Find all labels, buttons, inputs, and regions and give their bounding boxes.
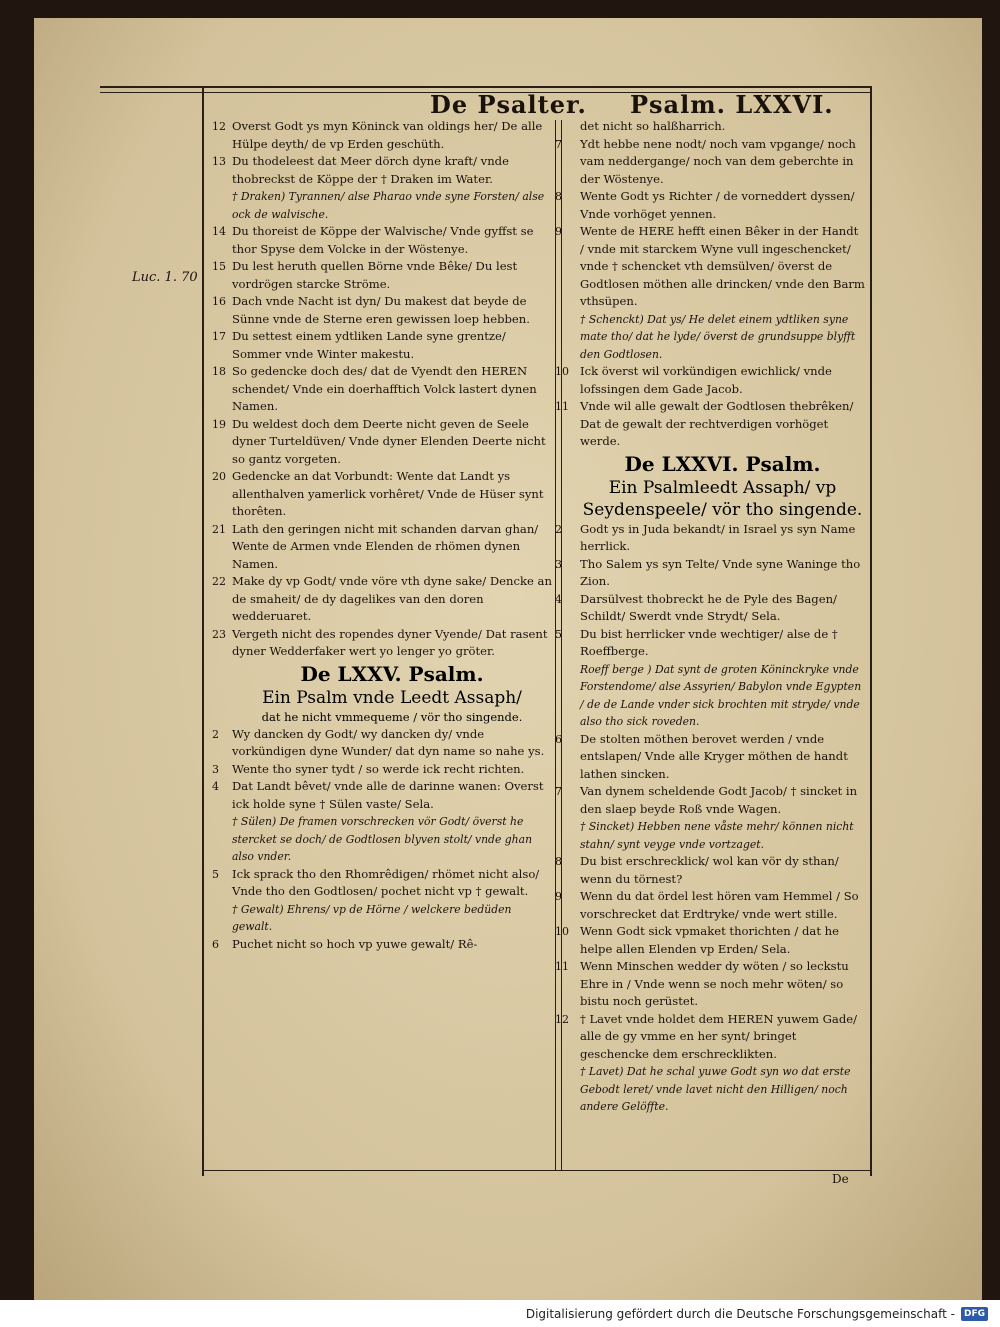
- verse: [212, 328, 552, 363]
- verse-number: 6: [555, 732, 562, 746]
- verse-number: 13: [212, 155, 226, 168]
- verse-text: Wente de HERE hefft einen Bêker in der Handt / vnde mit starckem Wyne vull ingeschencket/ vnde † schencket vth demsülven/ överst de Godtlosen möthen alle drincken/ vnde den Barm vthsüpen.: [580, 224, 865, 308]
- verse-text: Du bist herrlicker vnde wechtiger/ alse de † Roeffberge.: [580, 626, 838, 658]
- verse: [555, 398, 865, 451]
- verse-number: 22: [212, 575, 226, 588]
- margin-reference: Luc. 1. 70: [132, 270, 198, 285]
- verse-text: Wente Godt ys Richter / de vorneddert dyssen/ Vnde vorhöget yennen.: [580, 189, 855, 221]
- psalm-75-heading: [232, 661, 552, 726]
- verse-text: Ick sprack tho den Rhomrêdigen/ rhömet nicht also/ Vnde tho den Godtlosen/ pochet nicht vp † gewalt.: [232, 866, 540, 898]
- verse-text: † Lavet vnde holdet dem HEREN yuwem Gade/ alle de gy vmme en her synt/ bringet geschencke dem erschrecklikten.: [580, 1011, 858, 1061]
- verse-number: 4: [555, 592, 562, 606]
- frame-rule-right: [870, 86, 872, 1176]
- verse-number: 7: [555, 137, 562, 151]
- verse-text: Du lest heruth quellen Börne vnde Bêke/ Du lest vordrögen starcke Ströme.: [232, 259, 518, 291]
- verse-text: Wenn Godt sick vpmaket thorichten / dat he helpe allen Elenden vp Erden/ Sela.: [580, 924, 840, 956]
- verse-number: 16: [212, 295, 226, 308]
- gloss-note: [232, 901, 552, 936]
- frame-rule-top: [100, 86, 870, 88]
- right-column: [555, 118, 865, 1116]
- verse-text: Puchet nicht so hoch vp yuwe gewalt/ Rê-: [232, 936, 478, 951]
- verse-text: Tho Salem ys syn Telte/ Vnde syne Waninge tho Zion.: [580, 556, 861, 588]
- verse-number: 7: [555, 785, 562, 798]
- verse: [212, 118, 552, 153]
- verse-text: Darsülvest thobreckt he de Pyle des Bagen/ Schildt/ Swerdt vnde Strydt/ Sela.: [580, 591, 837, 623]
- verse-number: 12: [555, 1012, 569, 1026]
- verse-text: Wenn Minschen wedder dy wöten / so leckstu Ehre in / Vnde wenn se noch mehr wöten/ so bistu noch gerüstet.: [580, 959, 849, 1008]
- running-head-right: Psalm. LXXVI.: [630, 90, 834, 119]
- verse: [555, 731, 865, 784]
- verse-text: † Draken) Tyrannen/ alse Pharao vnde syne Forsten/ alse ock de walvische.: [232, 190, 545, 221]
- verse: [212, 521, 552, 574]
- verse-number: 2: [555, 522, 562, 536]
- verse-number: 4: [212, 780, 219, 793]
- verse-number: 8: [555, 190, 562, 203]
- verse-text: Roeff berge ) Dat synt de groten Köninckryke vnde Forstendome/ alse Assyrien/ Babylon vnde Egypten / de de Lande vnder sick brochten mit stryde/ vnde also tho sick roveden.: [580, 662, 862, 728]
- verse-text: Dach vnde Nacht ist dyn/ Du makest dat beyde de Sünne vnde de Sterne eren gewissen loep hebben.: [232, 294, 530, 326]
- verse-number: 3: [555, 557, 562, 571]
- verse-text: † Sülen) De framen vorschrecken vör Godt/ överst he stercket se doch/ de Godtlosen blyven stolt/ vnde ghan also vnder.: [232, 815, 533, 863]
- verse-number: 11: [555, 400, 569, 413]
- verse-number: 10: [555, 925, 569, 938]
- verse-number: 12: [212, 120, 226, 133]
- verse-text: Ydt hebbe nene nodt/ noch vam vpgange/ noch vam neddergange/ noch van dem geberchte in der Wöstenye.: [580, 136, 856, 186]
- verse-text: † Schenckt) Dat ys/ He delet einem ydtliken syne mate tho/ dat he lyde/ överst de grundsuppe blyfft den Godtlosen.: [580, 312, 856, 361]
- psalm-title: De LXXVI. Psalm.: [624, 451, 821, 476]
- psalm-subtitle-line: dat he nicht vmmequeme / vör tho singende.: [261, 709, 523, 724]
- verse: [555, 136, 865, 189]
- verse-number: 2: [212, 727, 219, 741]
- gloss-note: [580, 818, 865, 853]
- verse-text: Vergeth nicht des ropendes dyner Vyende/ Dat rasent dyner Wedderfaker wert yo lenger yo gröter.: [232, 626, 548, 658]
- gloss-note: [580, 1063, 865, 1116]
- verse-number: 5: [212, 867, 219, 881]
- verse-number: 9: [555, 890, 562, 903]
- verse-text: † Sincket) Hebben nene våste mehr/ können nicht stahn/ synt veyge vnde vortzaget.: [580, 820, 854, 851]
- verse-text: Wenn du dat ördel lest hören vam Hemmel / So vorschrecket dat Erdtryke/ vnde wert stille.: [580, 889, 859, 921]
- verse: [212, 626, 552, 661]
- verse-number: 9: [555, 225, 562, 238]
- verse-text: Van dynem scheldende Godt Jacob/ † sincket in den slaep beyde Roß vnde Wagen.: [580, 784, 858, 816]
- verse: [555, 923, 865, 958]
- verse-number: 19: [212, 417, 226, 431]
- verse-text: Dat Landt bêvet/ vnde alle de darinne wanen: Overst ick holde syne † Sülen vaste/ Sela.: [232, 779, 544, 811]
- catchword: De: [832, 1172, 849, 1186]
- verse-number: 14: [212, 225, 226, 238]
- verse: [555, 521, 865, 556]
- verse-text: Du bist erschrecklick/ wol kan vör dy sthan/ wenn du törnest?: [580, 854, 839, 886]
- verse-text: Ick överst wil vorkündigen ewichlick/ vnde lofssingen dem Gade Jacob.: [580, 364, 832, 396]
- psalm-subtitle: Ein Psalmleedt Assaph/ vp Seydenspeele/ vör tho singende.: [582, 477, 863, 520]
- gloss-note: [580, 661, 865, 731]
- verse: [212, 258, 552, 293]
- verse-text: Wy dancken dy Godt/ wy dancken dy/ vnde vorkündigen dyne Wunder/ dat dyn name so nahe ys.: [232, 726, 545, 758]
- verse: [212, 726, 552, 761]
- verse-text: Du thoreist de Köppe der Walvische/ Vnde gyffst se thor Spyse dem Volcke in der Wöstenye.: [232, 224, 534, 256]
- verse: [212, 416, 552, 469]
- verse-number: 17: [212, 330, 226, 343]
- verse: [555, 591, 865, 626]
- verse: [555, 958, 865, 1011]
- verse-text: Gedencke an dat Vorbundt: Wente dat Landt ys allenthalven yamerlick vorhêret/ Vnde de Hüser synt thorêten.: [232, 469, 544, 518]
- footer-credit: [526, 1307, 988, 1321]
- verse: [212, 761, 552, 779]
- verse-text: Du thodeleest dat Meer dörch dyne kraft/ vnde thobreckst de Köppe der † Draken im Water.: [232, 154, 509, 186]
- verse: [212, 778, 552, 813]
- psalm-subtitle: Ein Psalm vnde Leedt Assaph/: [262, 687, 522, 708]
- verse-number: 15: [212, 260, 226, 273]
- gloss-note: [580, 311, 865, 364]
- psalm-title: De LXXV. Psalm.: [300, 661, 484, 686]
- verse-number: 21: [212, 522, 226, 536]
- verse-number: 18: [212, 365, 226, 378]
- verse: [555, 853, 865, 888]
- frame-rule-left: [202, 86, 204, 1176]
- verse: [555, 1011, 865, 1064]
- verse: [555, 223, 865, 311]
- verse-text: Godt ys in Juda bekandt/ in Israel ys syn Name herrlick.: [580, 521, 856, 553]
- verse-number: 23: [212, 627, 226, 641]
- verse: [212, 293, 552, 328]
- verse-number: 11: [555, 960, 569, 973]
- verse: [555, 626, 865, 661]
- verse: [555, 783, 865, 818]
- verse-text: So gedencke doch des/ dat de Vyendt den HEREN schendet/ Vnde ein doerhafftich Volck lastert dynen Namen.: [232, 364, 537, 413]
- verse: [212, 153, 552, 188]
- verse: [580, 118, 865, 136]
- verse-number: 8: [555, 855, 562, 868]
- verse-number: 10: [555, 365, 569, 378]
- footer-text: Digitalisierung gefördert durch die Deutsche Forschungsgemeinschaft -: [525, 1307, 955, 1321]
- frame-rule-bottom: [202, 1170, 872, 1171]
- verse: [555, 188, 865, 223]
- verse: [212, 468, 552, 521]
- verse-text: Wente tho syner tydt / so werde ick recht richten.: [232, 761, 525, 776]
- verse-text: det nicht so halßharrich.: [580, 119, 726, 133]
- verse: [212, 363, 552, 416]
- verse-number: 6: [212, 937, 219, 951]
- verse-text: † Lavet) Dat he schal yuwe Godt syn wo dat erste Gebodt leret/ vnde lavet nicht den Hilligen/ noch andere Gelöffte.: [580, 1065, 851, 1113]
- gloss-note: [232, 188, 552, 223]
- verse: [555, 363, 865, 398]
- verse-text: Overst Godt ys myn Köninck van oldings her/ De alle Hülpe deyth/ de vp Erden geschüth.: [232, 119, 543, 151]
- verse-text: Lath den geringen nicht mit schanden darvan ghan/ Wente de Armen vnde Elenden de rhömen dynen Namen.: [232, 521, 539, 571]
- verse: [555, 888, 865, 923]
- verse-text: Make dy vp Godt/ vnde vöre vth dyne sake/ Dencke an de smaheit/ de dy dagelikes van den doren wedderuaret.: [232, 574, 552, 623]
- verse-number: 20: [212, 470, 226, 483]
- verse: [212, 936, 552, 954]
- gloss-note: [232, 813, 552, 866]
- verse-text: Vnde wil alle gewalt der Godtlosen thebrêken/ Dat de gewalt der rechtverdigen vorhöget werde.: [580, 399, 854, 448]
- verse: [212, 223, 552, 258]
- verse-text: Du settest einem ydtliken Lande syne grentze/ Sommer vnde Winter makestu.: [232, 329, 506, 361]
- running-head-left: De Psalter.: [430, 90, 587, 119]
- verse-number: 3: [212, 762, 219, 776]
- verse-text: Du weldest doch dem Deerte nicht geven de Seele dyner Turteldüven/ Vnde dyner Elenden Deerte nicht so gantz vorgeten.: [232, 416, 546, 466]
- verse: [212, 866, 552, 901]
- dfg-logo: DFG: [961, 1307, 988, 1321]
- verse: [555, 556, 865, 591]
- verse-text: † Gewalt) Ehrens/ vp de Hörne / welckere bedüden gewalt.: [232, 902, 512, 933]
- left-column: [212, 118, 552, 953]
- verse-text: De stolten möthen berovet werden / vnde entslapen/ Vnde alle Kryger möthen de handt lathen sincken.: [580, 731, 848, 781]
- psalm-76-heading: [580, 451, 865, 521]
- verse: [212, 573, 552, 626]
- verse-number: 5: [555, 627, 562, 641]
